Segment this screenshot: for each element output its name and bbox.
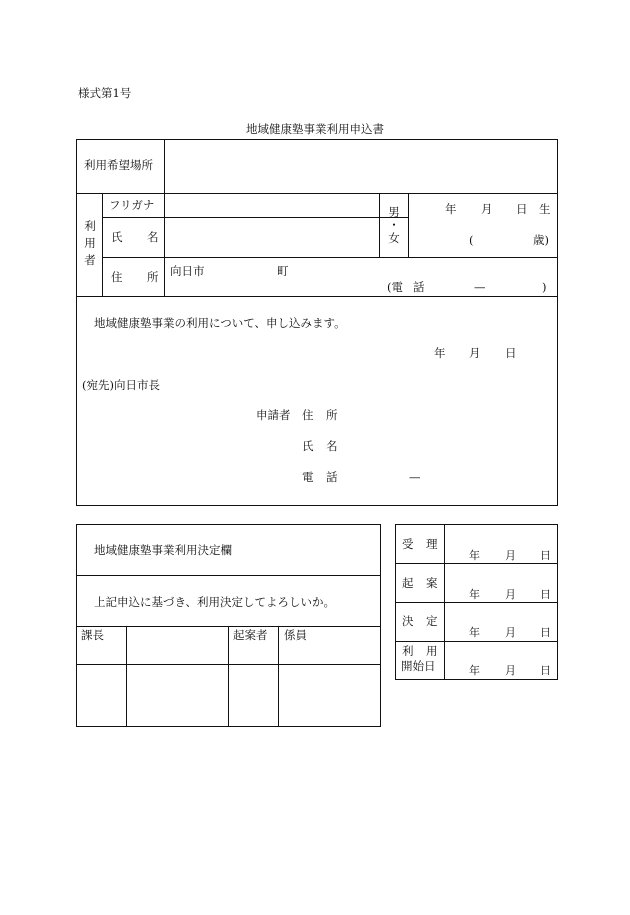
decision-heading: 地域健康塾事業利用決定欄 (94, 543, 232, 557)
received-day: 日 (540, 549, 551, 562)
drafted-label-2: 案 (426, 576, 438, 590)
row-divider (77, 296, 557, 297)
birth-month-unit: 月 (481, 202, 493, 216)
phone-dash: — (474, 280, 486, 294)
desired-location-label: 利用希望場所 (84, 158, 153, 172)
applicant-phone-dash: — (409, 470, 421, 484)
seal-drafter[interactable] (230, 666, 277, 725)
phone-close: ) (542, 280, 547, 294)
declaration-day: 日 (505, 346, 517, 360)
received-label-1: 受 (402, 537, 414, 551)
decided-month: 月 (505, 626, 516, 639)
processing-divider (396, 602, 557, 603)
declaration-month: 月 (469, 346, 481, 360)
start-label-2: 用 (426, 644, 438, 658)
received-month: 月 (505, 549, 516, 562)
applicant-phone-label-2: 話 (326, 470, 338, 484)
name-label-1: 氏 (111, 230, 123, 244)
declaration-statement: 地域健康塾事業の利用について、申し込みます。 (94, 316, 346, 330)
birth-year-unit: 年 (445, 202, 457, 216)
col-divider (379, 194, 380, 257)
decided-year: 年 (469, 626, 480, 639)
address-town: 町 (277, 264, 289, 278)
received-year: 年 (469, 549, 480, 562)
approval-col-divider (278, 627, 279, 726)
name-field[interactable] (166, 219, 377, 256)
drafted-year: 年 (469, 588, 480, 601)
seal-staff[interactable] (280, 666, 379, 725)
drafted-label-1: 起 (402, 576, 414, 590)
address-label-2: 所 (147, 270, 159, 284)
approval-col-divider (126, 627, 127, 726)
start-month: 月 (505, 664, 516, 677)
seal-section-chief[interactable] (78, 666, 125, 725)
decision-divider (77, 575, 380, 576)
desired-location-field[interactable] (166, 142, 554, 191)
seal-blank[interactable] (128, 666, 227, 725)
decision-text: 上記申込に基づき、利用決定してよろしいか。 (94, 595, 336, 609)
start-day: 日 (540, 664, 551, 677)
form-title: 地域健康塾事業利用申込書 (246, 122, 384, 136)
row-divider (77, 193, 557, 194)
received-label-2: 理 (426, 537, 438, 551)
drafted-month: 月 (505, 588, 516, 601)
age-unit: 歳) (533, 233, 549, 247)
address-label-1: 住 (111, 270, 123, 284)
birth-day-unit: 日 (516, 202, 528, 216)
col-divider (164, 140, 165, 296)
row-divider (102, 217, 408, 218)
applicant-address-label-1: 住 (302, 408, 314, 422)
processing-divider (396, 641, 557, 642)
processing-divider (396, 563, 557, 564)
furigana-field[interactable] (166, 195, 377, 216)
phone-open: (電 (387, 280, 403, 294)
applicant-label: 申請者 (256, 408, 291, 422)
applicant-address-label-2: 所 (326, 408, 338, 422)
row-divider (102, 257, 557, 258)
user-group-label: 利 用 者 (84, 219, 96, 267)
decided-day: 日 (540, 626, 551, 639)
start-year: 年 (469, 664, 480, 677)
phone-label: 話 (413, 280, 425, 294)
name-label-2: 名 (147, 230, 159, 244)
decided-label-1: 決 (402, 614, 414, 628)
declaration-year: 年 (434, 346, 446, 360)
approval-col-divider (228, 627, 229, 726)
sex-select[interactable]: 男 ・ 女 (388, 205, 400, 245)
col-divider (102, 194, 103, 296)
address-city: 向日市 (170, 264, 205, 278)
addressee: (宛先)向日市長 (82, 378, 160, 392)
form-number: 様式第1号 (78, 86, 132, 100)
approval-header-staff: 係員 (284, 628, 307, 642)
birth-suffix: 生 (539, 202, 551, 216)
start-label-1: 利 (402, 644, 414, 658)
applicant-name-label-2: 名 (326, 439, 338, 453)
furigana-label: フリガナ (109, 198, 155, 212)
approval-header-drafter: 起案者 (233, 628, 268, 642)
start-label-3: 開始日 (401, 659, 436, 673)
applicant-name-label-1: 氏 (302, 439, 314, 453)
approval-header-section-chief: 課長 (81, 628, 104, 642)
age-open-paren: ( (469, 233, 474, 247)
decided-label-2: 定 (426, 614, 438, 628)
drafted-day: 日 (540, 588, 551, 601)
col-divider (408, 194, 409, 257)
applicant-phone-label-1: 電 (302, 470, 314, 484)
